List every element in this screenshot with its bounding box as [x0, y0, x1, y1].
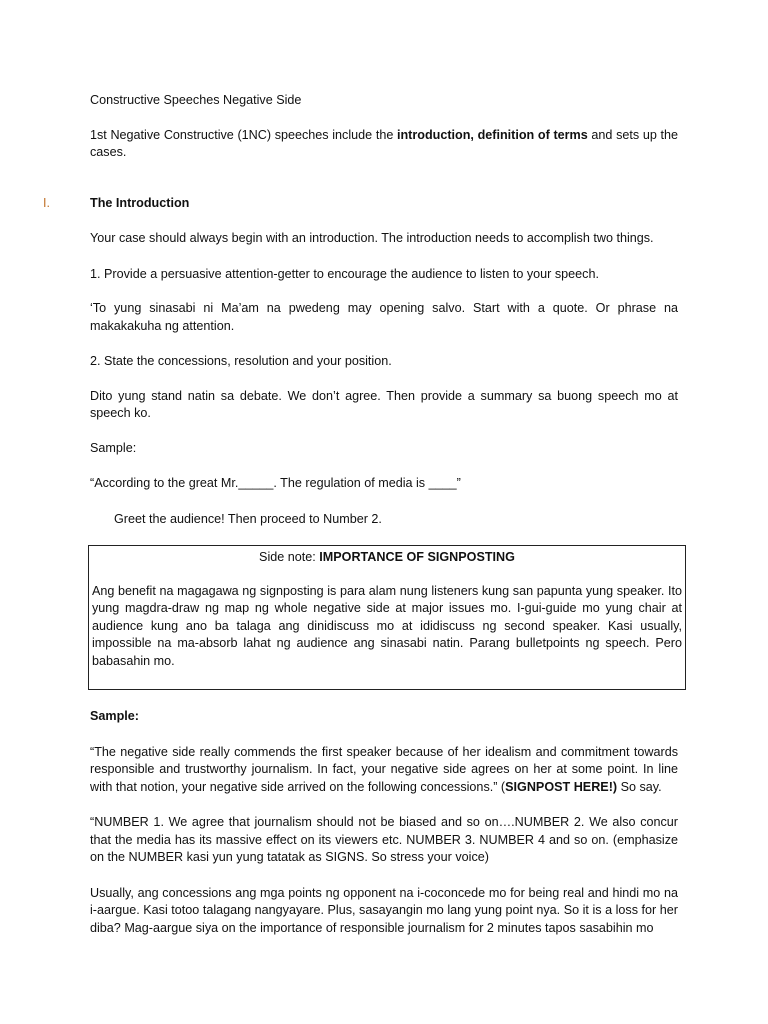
paragraph-point-two: 2. State the concessions, resolution and your position.: [90, 354, 392, 368]
section-title: The Introduction: [90, 195, 190, 210]
concessions-paragraph: Usually, ang concessions ang mga points ng opponent na i-coconcede mo for being real and hindi mo na i-aargue. Kasi totoo talagang nangyayare. Plus, sasayangin mo lang yung point nya. So it is a loss for her diba? Mag-aargue siya on the importance of responsible journalism for 2 minutes tapos sasabihin mo: [90, 885, 678, 935]
intro-paragraph: [90, 127, 678, 162]
sample-quote: “According to the great Mr._____. The regulation of media is ____”: [90, 476, 461, 490]
signpost-emphasis: SIGNPOST HERE!): [505, 779, 618, 794]
section-numeral: I.: [43, 195, 50, 210]
paragraph-intro-purpose: Your case should always begin with an introduction. The introduction needs to accomplish two things.: [90, 231, 654, 245]
paragraph-stand: Dito yung stand natin sa debate. We don’t agree. Then provide a summary sa buong speech mo at speech ko.: [90, 388, 678, 420]
side-note-box: [88, 545, 686, 690]
sample-label: Sample:: [90, 440, 137, 455]
sample-two-quote: [90, 744, 678, 797]
sample-two-quote-tail: So say.: [617, 779, 662, 794]
paragraph-point-one: 1. Provide a persuasive attention-getter to encourage the audience to listen to your speech.: [90, 266, 599, 281]
intro-prefix: 1st Negative Constructive (1NC) speeches include the: [90, 127, 397, 142]
greet-instruction: Greet the audience! Then proceed to Number 2.: [114, 511, 382, 526]
numbers-paragraph: “NUMBER 1. We agree that journalism should not be biased and so on….NUMBER 2. We also concur that the media has its massive effect on its viewers etc. NUMBER 3. NUMBER 4 and so on. (emphasize on the NUMBER kasi yun yung tatatak as SIGNS. So stress your voice): [90, 815, 678, 864]
side-note-title: [92, 549, 682, 567]
side-note-body: Ang benefit na magagawa ng signposting is para alam nung listeners kung san papunta yung speaker. Ito yung magdra-draw ng map ng whole negative side at major issues mo. I-gui-guide mo yung chair at audience kung ano ba talaga ang dinidiscuss mo at ididiscuss ng second speaker. Kasi usually, impossible na ma-absorb lahat ng audience ang sinasabi natin. Parang bulletpoints ng speech. Pero babasahin mo.: [92, 583, 682, 668]
paragraph-opening-salvo: ‘To yung sinasabi ni Ma’am na pwedeng may opening salvo. Start with a quote. Or phrase na makakakuha ng attention.: [90, 301, 678, 333]
side-note-heading: IMPORTANCE OF SIGNPOSTING: [319, 550, 515, 564]
document-title: Constructive Speeches Negative Side: [90, 93, 302, 107]
section-heading: [43, 195, 678, 213]
sample-two-label: Sample:: [90, 709, 139, 723]
intro-suffix: and sets up the cases.: [90, 127, 678, 159]
intro-bold: introduction, definition of terms: [396, 127, 588, 142]
side-note-label: Side note:: [259, 550, 320, 564]
sample-two-quote-text: “The negative side really commends the first speaker because of her idealism and commitment towards responsible and trustworthy journalism. In fact, your negative side agrees on her at some point. In line with that notion, your negative side arrived on the following concessions.” (: [90, 744, 678, 794]
